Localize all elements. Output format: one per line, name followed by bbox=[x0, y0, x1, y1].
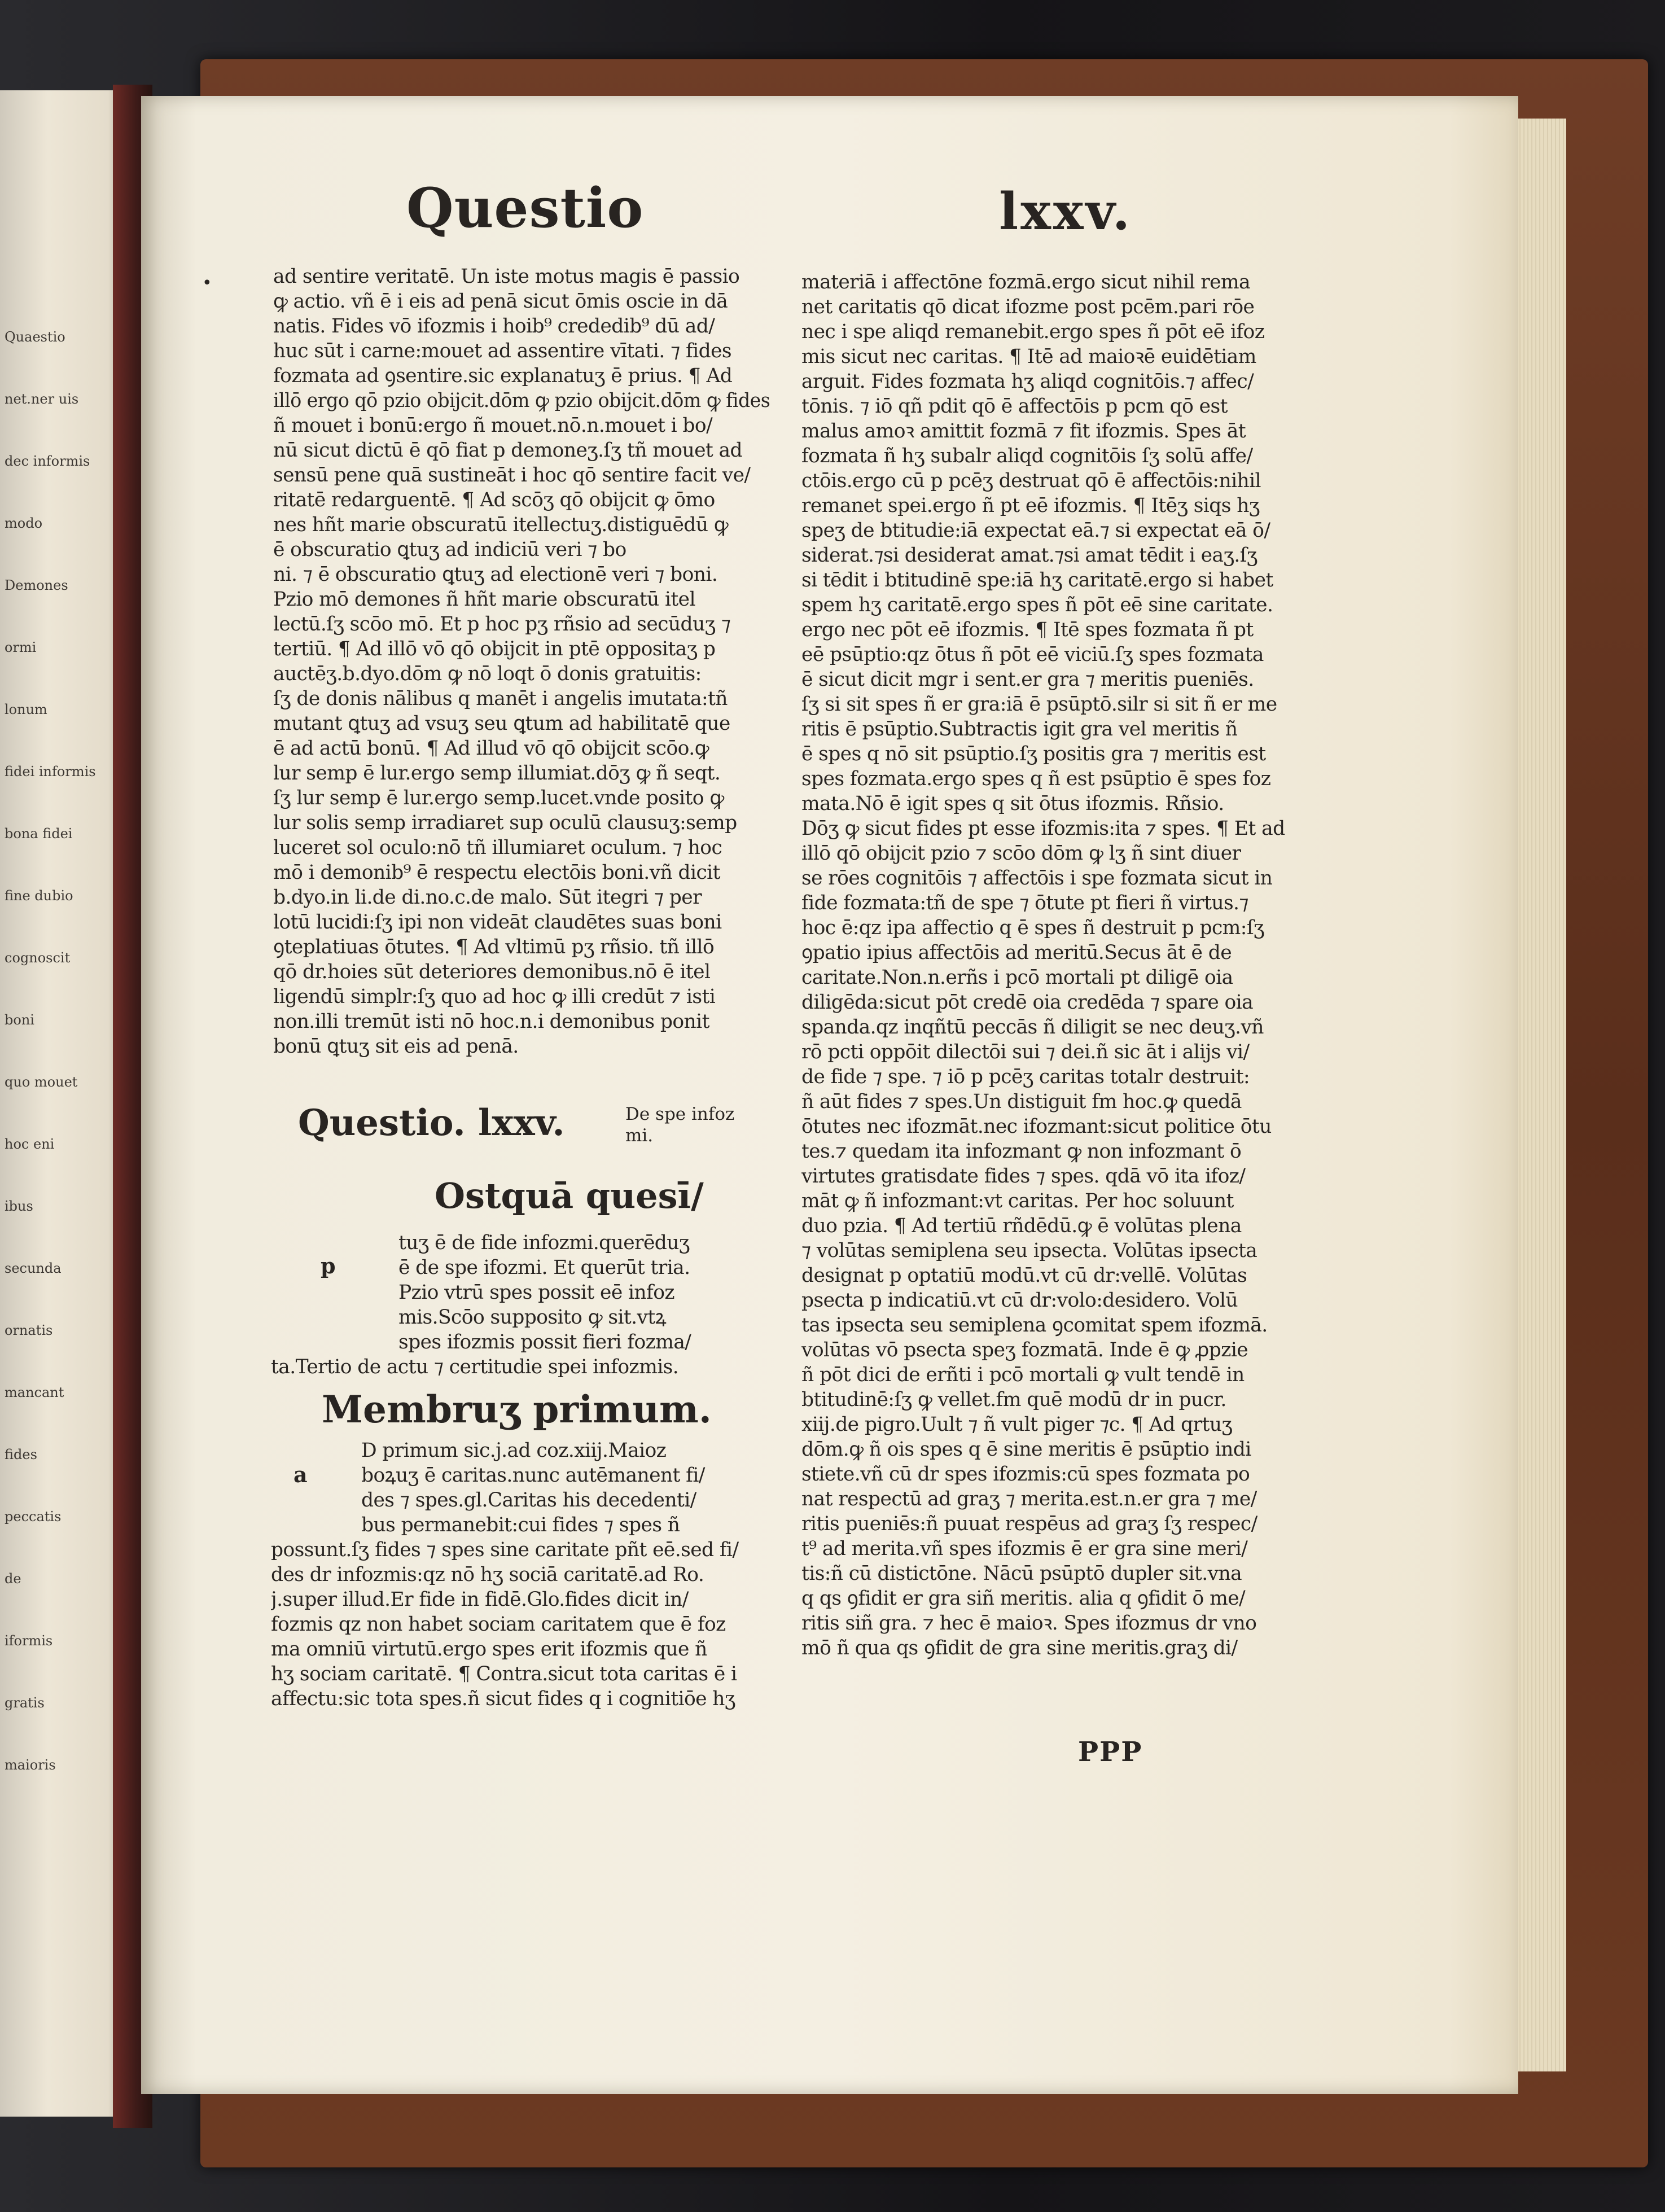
left-page-fragment: hoc eni bbox=[5, 1136, 55, 1152]
left-page-fragment: quo mouet bbox=[5, 1074, 78, 1090]
text-line: rō pcti oppōit dilectōi sui ⁊ dei.ñ sic āt i alijs vi/ bbox=[801, 1041, 1250, 1063]
text-line: tas ipsecta seu semiplena ꝯcomitat spem ifozmā. bbox=[801, 1314, 1268, 1337]
text-line: mata.Nō ē igit spes q sit ōtus ifozmis. Rñsio. bbox=[801, 792, 1224, 815]
text-line: nes hñt marie obscuratū itellectuʒ.distiguēdū ꝙ bbox=[273, 514, 729, 536]
text-line: tuʒ ē de fide infozmi.querēduʒ bbox=[398, 1232, 690, 1254]
text-line: tertiū. ¶ Ad illō vō qō obijcit in ptē oppositaʒ p bbox=[273, 638, 716, 660]
text-line: ē sicut dicit mgr i sent.er gra ⁊ meritis pueniēs. bbox=[801, 668, 1254, 691]
text-line: materiā i affectōne fozmā.ergo sicut nihil rema bbox=[801, 271, 1251, 294]
text-line: hoc ē:qz ipa affectio q ē spes ñ destruit p pcm:ſʒ bbox=[801, 917, 1264, 939]
text-line: ergo nec pōt eē ifozmis. ¶ Itē spes fozmata ñ pt bbox=[801, 619, 1254, 641]
left-page-text bbox=[5, 327, 120, 1851]
text-line: stiete.vñ cū dr spes ifozmis:cū spes fozmata po bbox=[801, 1463, 1250, 1486]
text-line: boꝝuʒ ē caritas.nunc autēmanent fi/ bbox=[361, 1464, 705, 1487]
text-line: ē de spe ifozmi. Et querūt tria. bbox=[398, 1256, 690, 1279]
column-left-intro bbox=[398, 1230, 760, 1355]
left-page-fragment: Quaestio bbox=[5, 329, 65, 345]
text-line: dōm.ꝙ ñ ois spes q ē sine meritis ē psūptio indi bbox=[801, 1438, 1251, 1461]
text-line: hʒ sociam caritatē. ¶ Contra.sicut tota caritas ē i bbox=[271, 1663, 737, 1685]
text-line: de fide ⁊ spe. ⁊ iō p pcēʒ caritas totalr destruit: bbox=[801, 1066, 1250, 1088]
text-line: sensū pene quā sustineāt i hoc qō sentire facit ve/ bbox=[273, 464, 751, 487]
running-head-right: lxxv. bbox=[999, 182, 1133, 242]
text-line: ſʒ si sit spes ñ er gra:iā ē psūptō.silr si sit ñ er me bbox=[801, 693, 1277, 716]
text-line: ligendū simplr:ſʒ quo ad hoc ꝙ illi credūt ⁊ isti bbox=[273, 985, 716, 1008]
text-line: ē obscuratio ꝗtuʒ ad indiciū veri ⁊ bo bbox=[273, 538, 626, 561]
text-line: mutant ꝗtuʒ ad vsuʒ seu ꝗtum ad habilitatē que bbox=[273, 712, 730, 735]
text-line: eē psūptio:qz ōtus ñ pōt eē viciū.ſʒ spes fozmata bbox=[801, 643, 1264, 666]
text-line: ñ mouet i bonū:ergo ñ mouet.nō.n.mouet i bo/ bbox=[273, 414, 713, 437]
drop-cap-line: Ostquā quesī/ bbox=[435, 1175, 704, 1216]
text-line: btitudinē:ſʒ ꝙ vellet.fm quē modū dr in pucr. bbox=[801, 1388, 1226, 1411]
left-page-fragment: Demones bbox=[5, 577, 68, 593]
text-line: ſʒ lur semp ē lur.ergo semp.lucet.vnde posito ꝙ bbox=[273, 787, 724, 809]
text-line: bus permanebit:cui fides ⁊ spes ñ bbox=[361, 1514, 680, 1536]
text-line: spes ifozmis possit fieri fozma/ bbox=[398, 1331, 691, 1354]
text-line: xiij.de pigro.Uult ⁊ ñ vult piger ⁊c. ¶ Ad qrtuʒ bbox=[801, 1413, 1233, 1436]
margin-letter-a: a bbox=[293, 1462, 308, 1487]
text-line: nec i spe aliqd remanebit.ergo spes ñ pōt eē ifoz bbox=[801, 321, 1265, 343]
left-page-fragment: fidei informis bbox=[5, 764, 96, 779]
column-left-bottom bbox=[271, 1538, 768, 1711]
text-line: duo pzia. ¶ Ad tertiū rñdēdū.ꝙ ē volūtas plena bbox=[801, 1215, 1242, 1237]
text-line: arguit. Fides fozmata hʒ aliqd cognitōis.⁊ affec/ bbox=[801, 370, 1254, 393]
text-line: ē ad actū bonū. ¶ Ad illud vō qō obijcit scōo.ꝙ bbox=[273, 737, 709, 760]
text-line: fozmata ñ hʒ subalr aliqd cognitōis ſʒ solū affe/ bbox=[801, 445, 1253, 467]
text-line: non.illi tremūt isti nō hoc.n.i demonibus ponit bbox=[273, 1010, 709, 1033]
column-left-intro-end: ta.Tertio de actu ⁊ certitudie spei infozmis. bbox=[271, 1356, 679, 1378]
left-page-fragment: ormi bbox=[5, 639, 37, 655]
text-line: ritis pueniēs:ñ puuat respēus ad graʒ ſʒ respec/ bbox=[801, 1513, 1257, 1535]
text-line: malus amoꝛ amittit fozmā ⁊ fit ifozmis. Spes āt bbox=[801, 420, 1246, 443]
text-line: ritatē redarguentē. ¶ Ad scōʒ qō obijcit ꝙ ōmo bbox=[273, 489, 715, 511]
running-head-left: Questio bbox=[406, 176, 644, 240]
text-line: ꝙ actio. vñ ē i eis ad penā sicut ōmis oscie in dā bbox=[273, 290, 728, 313]
text-line: fozmis qz non habet sociam caritatem que ē foz bbox=[271, 1613, 726, 1636]
left-page-fragment: fides bbox=[5, 1447, 37, 1462]
text-line: ꝯpatio ipius affectōis ad meritū.Secus āt ē de bbox=[801, 941, 1232, 964]
column-left-membrum bbox=[361, 1438, 768, 1538]
text-line: ñ aūt fides ⁊ spes.Un distiguit fm hoc.ꝙ quedā bbox=[801, 1090, 1242, 1113]
text-line: ma omniū virtutū.ergo spes erit ifozmis que ñ bbox=[271, 1638, 707, 1661]
membrum-heading: Membruʒ primum. bbox=[322, 1387, 712, 1431]
left-page-fragment: bona fidei bbox=[5, 826, 73, 842]
text-line: mis.Scōo supposito ꝙ sit.vtꝝ bbox=[398, 1306, 667, 1329]
text-line: volūtas vō psecta speʒ fozmatā. Inde ē ꝙ ꝓpzie bbox=[801, 1339, 1248, 1361]
text-line: lur semp ē lur.ergo semp illumiat.dōʒ ꝙ ñ seqt. bbox=[273, 762, 721, 785]
left-page-fragment: maioris bbox=[5, 1757, 56, 1773]
text-line: illō qō obijcit pzio ⁊ scōo dōm ꝙ lʒ ñ sint diuer bbox=[801, 842, 1241, 865]
text-line: t⁹ ad merita.vñ spes ifozmis ē er gra sine meri/ bbox=[801, 1538, 1248, 1560]
text-line: nat respectū ad graʒ ⁊ merita.est.n.er gra ⁊ me/ bbox=[801, 1488, 1257, 1510]
text-line: si tēdit i btitudinē spe:iā hʒ caritatē.ergo si habet bbox=[801, 569, 1273, 592]
text-line: lectū.ſʒ scōo mō. Et p hoc pʒ rñsio ad secūduʒ ⁊ bbox=[273, 613, 731, 636]
text-line: ad sentire veritatē. Un iste motus magis ē passio bbox=[273, 265, 740, 288]
question-note-line: mi. bbox=[625, 1125, 654, 1146]
text-line: tōnis. ⁊ iō qñ pdit qō ē affectōis p pcm qō est bbox=[801, 395, 1228, 418]
text-line: fozmata ad ꝯsentire.sic explanatuʒ ē prius. ¶ Ad bbox=[273, 365, 733, 387]
text-line: mō i demonib⁹ ē respectu electōis boni.vñ dicit bbox=[273, 861, 720, 884]
text-line: illō ergo qō pzio obijcit.dōm ꝙ pzio obijcit.dōm ꝙ fides bbox=[273, 389, 770, 412]
left-page-fragment: mancant bbox=[5, 1385, 64, 1400]
text-line: fide fozmata:tñ de spe ⁊ ōtute pt fieri ñ virtus.⁊ bbox=[801, 892, 1248, 914]
text-line: mō ñ qua qs ꝯfidit de gra sine meritis.graʒ di/ bbox=[801, 1637, 1238, 1659]
text-line: tis:ñ cū distictōne. Nācū psūptō dupler sit.vna bbox=[801, 1562, 1242, 1585]
margin-mark: • bbox=[202, 273, 212, 293]
text-line: b.dyo.in li.de di.no.c.de malo. Sūt itegri ⁊ per bbox=[273, 886, 702, 909]
text-line: virtutes gratisdate fides ⁊ spes. qdā vō ita ifoz/ bbox=[801, 1165, 1246, 1188]
text-line: spanda.qz inqñtū peccās ñ diligit se nec deuʒ.vñ bbox=[801, 1016, 1264, 1039]
text-line: remanet spei.ergo ñ pt eē ifozmis. ¶ Itēʒ siqs hʒ bbox=[801, 494, 1260, 517]
text-line: mis sicut nec caritas. ¶ Itē ad maioꝛē euidētiam bbox=[801, 345, 1256, 368]
left-page-fragment: gratis bbox=[5, 1695, 45, 1711]
left-page-fragment: iformis bbox=[5, 1633, 53, 1649]
text-line: qō dr.hoies sūt deteriores demonibus.nō ē itel bbox=[273, 961, 711, 983]
text-line: caritate.Non.n.erñs i pcō mortali pt diligē oia bbox=[801, 966, 1233, 989]
text-line: j.super illud.Er fide in fidē.Glo.fides dicit in/ bbox=[271, 1588, 689, 1611]
text-line: nū sicut dictū ē qō fiat p demoneʒ.ſʒ tñ mouet ad bbox=[273, 439, 742, 462]
text-line: possunt.ſʒ fides ⁊ spes sine caritate pñt eē.sed fi/ bbox=[271, 1539, 739, 1561]
text-line: ⁊ volūtas semiplena seu ipsecta. Volūtas ipsecta bbox=[801, 1239, 1257, 1262]
left-page-fragment: fine dubio bbox=[5, 888, 73, 904]
left-page-fragment: secunda bbox=[5, 1260, 62, 1276]
margin-letter-p: p bbox=[321, 1253, 336, 1278]
left-page-fragment: ornatis bbox=[5, 1322, 53, 1338]
text-line: māt ꝙ ñ infozmant:vt caritas. Per hoc soluunt bbox=[801, 1190, 1234, 1212]
text-line: diligēda:sicut pōt credē oia credēda ⁊ spare oia bbox=[801, 991, 1254, 1014]
text-line: Pzio vtrū spes possit eē infoz bbox=[398, 1281, 674, 1304]
text-line: ē spes q nō sit psūptio.ſʒ positis gra ⁊ meritis est bbox=[801, 743, 1266, 765]
left-page-fragment: lonum bbox=[5, 702, 47, 717]
text-line: affectu:sic tota spes.ñ sicut fides q i cognitiōe hʒ bbox=[271, 1688, 735, 1710]
text-line: ritis siñ gra. ⁊ hec ē maioꝛ. Spes ifozmus dr vno bbox=[801, 1612, 1257, 1635]
left-page-fragment: de bbox=[5, 1571, 21, 1587]
text-line: designat p optatiū modū.vt cū dr:vellē. Volūtas bbox=[801, 1264, 1247, 1287]
text-line: des dr infozmis:qz nō hʒ sociā caritatē.ad Ro. bbox=[271, 1563, 704, 1586]
text-line: tes.⁊ quedam ita infozmant ꝙ non infozmant ō bbox=[801, 1140, 1242, 1163]
text-line: ꝯteplatiuas ōtutes. ¶ Ad vltimū pʒ rñsio. tñ illō bbox=[273, 936, 715, 958]
text-line: lotū lucidi:ſʒ ipi non videāt claudētes suas boni bbox=[273, 911, 722, 934]
left-page-fragment: peccatis bbox=[5, 1509, 62, 1525]
text-line: ni. ⁊ ē obscuratio ꝗtuʒ ad electionē veri ⁊ boni. bbox=[273, 563, 718, 586]
text-line: auctēʒ.b.dyo.dōm ꝙ nō loqt ō donis gratuitis: bbox=[273, 663, 702, 685]
text-line: Dōʒ ꝙ sicut fides pt esse ifozmis:ita ⁊ spes. ¶ Et ad bbox=[801, 817, 1285, 840]
text-line: ritis ē psūptio.Subtractis igit gra vel meritis ñ bbox=[801, 718, 1238, 741]
text-line: ñ pōt dici de erñti i pcō mortali ꝙ vult tendē in bbox=[801, 1364, 1245, 1386]
question-note-line: De spe infoz bbox=[625, 1104, 735, 1124]
text-line: siderat.⁊si desiderat amat.⁊si amat tēdit i eaʒ.ſʒ bbox=[801, 544, 1257, 567]
text-line: ōtutes nec ifozmāt.nec ifozmant:sicut politice ōtu bbox=[801, 1115, 1272, 1138]
left-page-fragment: cognoscit bbox=[5, 950, 71, 966]
text-line: spes fozmata.ergo spes q ñ est psūptio ē spes foz bbox=[801, 768, 1271, 790]
text-line: lur solis semp irradiaret sup oculū clausuʒ:semp bbox=[273, 812, 737, 834]
left-page-fragment: boni bbox=[5, 1012, 34, 1028]
text-line: bonū ꝗtuʒ sit eis ad penā. bbox=[273, 1035, 519, 1058]
left-page-fragment: net.ner uis bbox=[5, 391, 79, 407]
text-line: q qs ꝯfidit er gra siñ meritis. alia q ꝯfidit ō me/ bbox=[801, 1587, 1246, 1610]
text-line: psecta p indicatiū.vt cū dr:volo:desidero. Volū bbox=[801, 1289, 1238, 1312]
left-page-fragment: dec informis bbox=[5, 453, 90, 469]
question-heading-note bbox=[625, 1103, 734, 1146]
signature-mark: PPP bbox=[1078, 1736, 1143, 1768]
text-line: des ⁊ spes.gl.Caritas his decedenti/ bbox=[361, 1489, 696, 1512]
text-line: se rōes cognitōis ⁊ affectōis i spe fozmata sicut in bbox=[801, 867, 1273, 890]
text-line: spem hʒ caritatē.ergo spes ñ pōt eē sine caritate. bbox=[801, 594, 1273, 616]
text-line: Pzio mō demones ñ hñt marie obscuratū itel bbox=[273, 588, 695, 611]
text-line: natis. Fides vō ifozmis i hoib⁹ crededib⁹ dū ad/ bbox=[273, 315, 715, 338]
text-line: luceret sol oculo:nō tñ illumiaret oculum. ⁊ hoc bbox=[273, 836, 722, 859]
text-line: ſʒ de donis nālibus q manēt i angelis imutata:tñ bbox=[273, 687, 728, 710]
text-line: ctōis.ergo cū p pcēʒ destruat qō ē affectōis:nihil bbox=[801, 470, 1261, 492]
text-line: D primum sic.j.ad coz.xiij.Maioz bbox=[361, 1439, 667, 1462]
text-line: net caritatis qō dicat ifozme post pcēm.pari rōe bbox=[801, 296, 1255, 318]
left-page-fragment: modo bbox=[5, 515, 43, 531]
column-right bbox=[801, 270, 1321, 1661]
column-left-top bbox=[273, 264, 770, 1059]
left-page-fragment: ibus bbox=[5, 1198, 33, 1214]
text-line: speʒ de btitudie:iā expectat eā.⁊ si expectat eā ō/ bbox=[801, 519, 1270, 542]
question-heading: Questio. lxxv. bbox=[298, 1102, 565, 1144]
text-line: huc sūt i carne:mouet ad assentire vītati. ⁊ fides bbox=[273, 340, 731, 362]
